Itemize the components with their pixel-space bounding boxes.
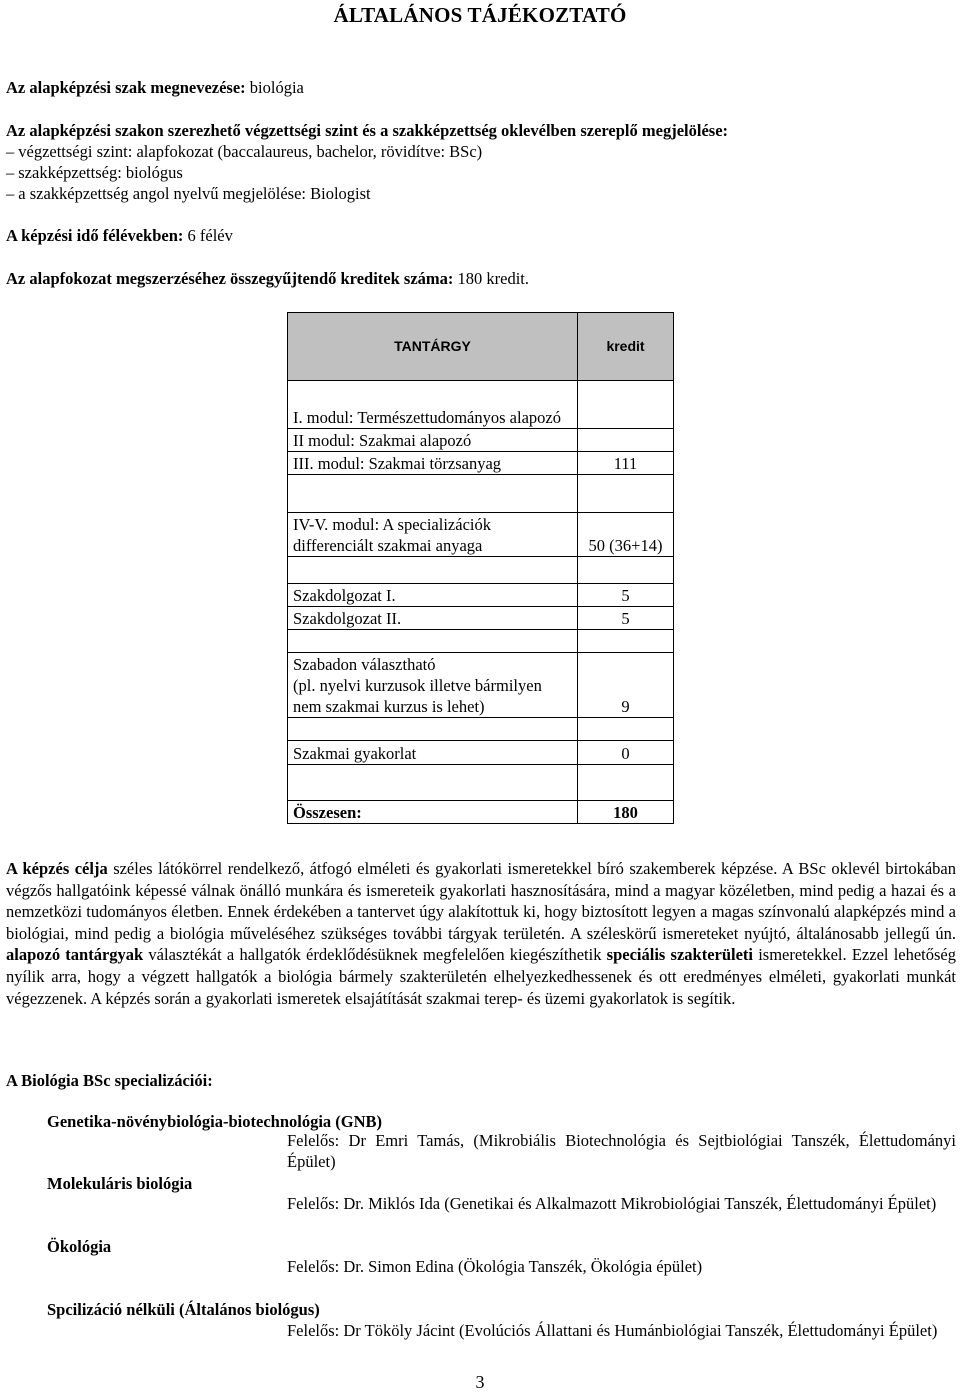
spacer-cell (578, 765, 674, 801)
duration-line (6, 225, 233, 246)
credits-label: Az alapfokozat megszerzéséhez összegyűjtendő kreditek száma: (6, 269, 454, 288)
degree-heading: Az alapképzési szakon szerezhető végzettségi szint és a szakképzettség oklevélben szereplő megjelölése: (6, 121, 729, 140)
degree-item: – szakképzettség: biológus (6, 163, 183, 182)
table-row: Szakdolgozat I. (288, 584, 578, 607)
credits-line (6, 268, 529, 289)
degree-item: – a szakképzettség angol nyelvű megjelölése: Biologist (6, 184, 371, 203)
spacer-row (288, 718, 578, 741)
table-row: Szabadon választható (pl. nyelvi kurzusok illetve bármilyen nem szakmai kurzus is lehet) (288, 653, 578, 718)
program-name-label: Az alapképzési szak megnevezése: (6, 78, 246, 97)
table-row: III. modul: Szakmai törzsanyag (288, 452, 578, 475)
table-row: Szakdolgozat II. (288, 607, 578, 630)
spec-responsible: Felelős: Dr. Miklós Ida (Genetikai és Alkalmazott Mikrobiológiai Tanszék, Élettudományi Épület) (287, 1194, 937, 1213)
credit-cell: 0 (578, 741, 674, 765)
spec-name: Spcilizáció nélküli (Általános biológus) (47, 1300, 320, 1319)
header-subject: TANTÁRGY (288, 313, 578, 381)
specializations-heading: A Biológia BSc specializációi: (6, 1071, 213, 1090)
program-name-value: biológia (249, 78, 304, 97)
spec-responsible: Felelős: Dr. Simon Edina (Ökológia Tanszék, Ökológia épület) (287, 1257, 703, 1276)
curriculum-table (287, 312, 674, 824)
spec-name: Ökológia (47, 1237, 112, 1256)
table-row: IV-V. modul: A specializációk differenciált szakmai anyaga (288, 513, 578, 557)
duration-value: 6 félév (187, 226, 233, 245)
program-name-line (6, 77, 304, 98)
total-label: Összesen: (288, 801, 578, 824)
spec-name: Molekuláris biológia (47, 1174, 193, 1193)
page-number: 3 (475, 1372, 485, 1392)
credits-value: 180 kredit. (457, 269, 530, 288)
credit-cell: 111 (578, 452, 674, 475)
spacer-cell (578, 718, 674, 741)
spacer-cell (578, 557, 674, 584)
credit-cell: 50 (36+14) (578, 513, 674, 557)
table-row: II modul: Szakmai alapozó (288, 429, 578, 452)
spacer-row (288, 557, 578, 584)
header-credit: kredit (578, 313, 674, 381)
table-row: Szakmai gyakorlat (288, 741, 578, 765)
credit-cell: 5 (578, 607, 674, 630)
duration-label: A képzési idő félévekben: (6, 226, 184, 245)
credit-cell (578, 381, 674, 429)
page-title: ÁLTALÁNOS TÁJÉKOZTATÓ (333, 3, 627, 27)
spacer-row (288, 630, 578, 653)
degree-item: – végzettségi szint: alapfokozat (baccalaureus, bachelor, rövidítve: BSc) (6, 142, 483, 161)
credit-cell: 5 (578, 584, 674, 607)
spec-name: Genetika-növénybiológia-biotechnológia (GNB) (47, 1112, 383, 1131)
spec-responsible: Felelős: Dr Emri Tamás, (Mikrobiális Biotechnológia és Sejtbiológiai Tanszék, Élettudományi Épület) (287, 1131, 956, 1171)
spacer-row (288, 765, 578, 801)
spacer-cell (578, 475, 674, 513)
aim-paragraph: A képzés célja széles látókörrel rendelkező, átfogó elméleti és gyakorlati ismeretekkel bíró szakemberek képzése. A BSc oklevél birtokában végzős hallgatóink képessé válnak önálló munkára és ismereteik gyakorlati hasznosítására, mind a magyar közéletben, mind pedig a hazai és a nemzetközi tudományos életben. Ennek érdekében a tantervet úgy alakítottuk ki, hogy biztosított legyen a magas színvonalú alapképzés mind a biológiai, mind pedig a biológia műveléséhez szükséges további tárgyak területén. A széleskörű ismereteket nyújtó, általánosabb jellegű ún. alapozó tantárgyak választékát a hallgatók érdeklődésüknek megfelelően kiegészíthetik speciális szakterületi ismeretekkel. Ezzel lehetőség nyílik arra, hogy a végzett hallgatók a biológia bármely szakterületén elhelyezkedhessenek és ott eredményes elméleti, gyakorlati munkát végezzenek. A képzés során a gyakorlati ismeretek elsajátítását szakmai terep- és üzemi gyakorlatok is segítik. (6, 859, 956, 1008)
credit-cell: 9 (578, 653, 674, 718)
spacer-row (288, 475, 578, 513)
table-row: I. modul: Természettudományos alapozó (288, 381, 578, 429)
spacer-cell (578, 630, 674, 653)
spec-responsible: Felelős: Dr Tököly Jácint (Evolúciós Állattani és Humánbiológiai Tanszék, Élettudományi Épület) (287, 1321, 938, 1340)
total-credit: 180 (578, 801, 674, 824)
credit-cell (578, 429, 674, 452)
